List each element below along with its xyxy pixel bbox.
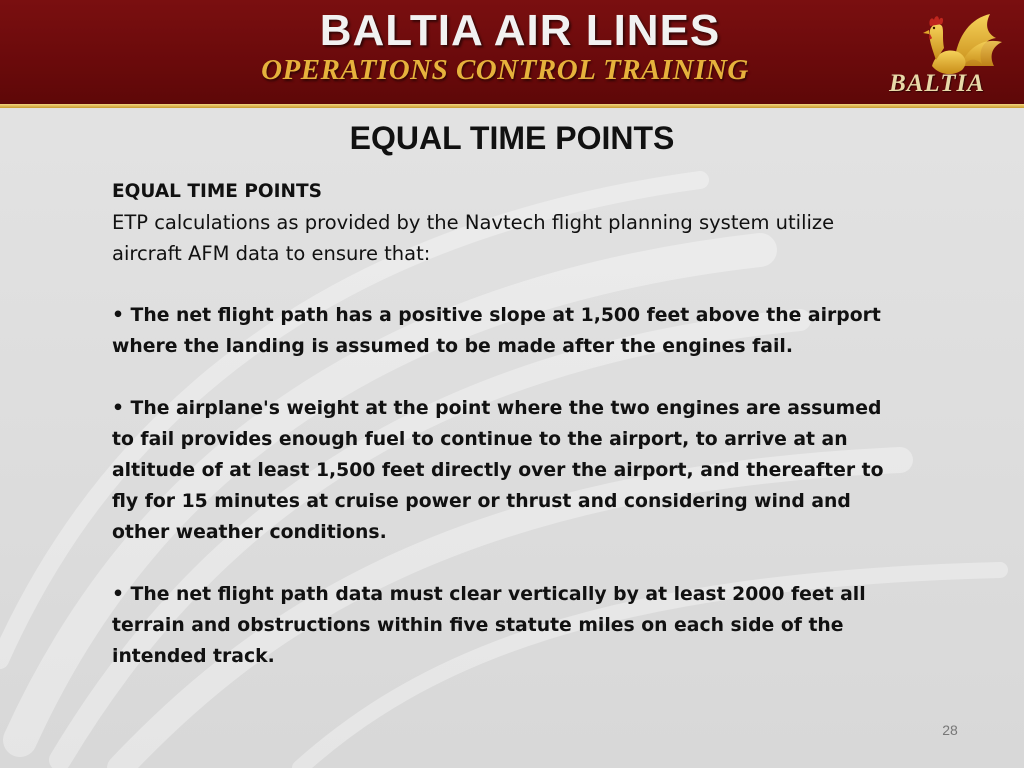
slide-body [112, 176, 892, 672]
logo-text: BALTIA [889, 70, 985, 97]
section-heading: EQUAL TIME POINTS [112, 181, 322, 202]
intro-text: ETP calculations as provided by the Navtech flight planning system utilize aircraft AFM data to ensure that: [112, 211, 835, 265]
header-divider [0, 104, 1024, 108]
bullet-item: • The net flight path data must clear vertically by at least 2000 feet all terrain and obstructions within five statute miles on each side of the intended track. [112, 584, 866, 667]
bullet-item: • The net flight path has a positive slope at 1,500 feet above the airport where the landing is assumed to be made after the engines fail. [112, 305, 881, 357]
page-number: 28 [942, 722, 958, 738]
slide-title: EQUAL TIME POINTS [349, 120, 675, 156]
bullet-item: • The airplane's weight at the point where the two engines are assumed to fail provides enough fuel to continue to the airport, to arrive at an altitude of at least 1,500 feet directly over the airport, and thereafter to fly for 15 minutes at cruise power or thrust and considering wind and other weather conditions. [112, 398, 884, 543]
brand-title: BALTIA AIR LINES [319, 6, 721, 55]
brand-subtitle: OPERATIONS CONTROL TRAINING [261, 54, 749, 86]
